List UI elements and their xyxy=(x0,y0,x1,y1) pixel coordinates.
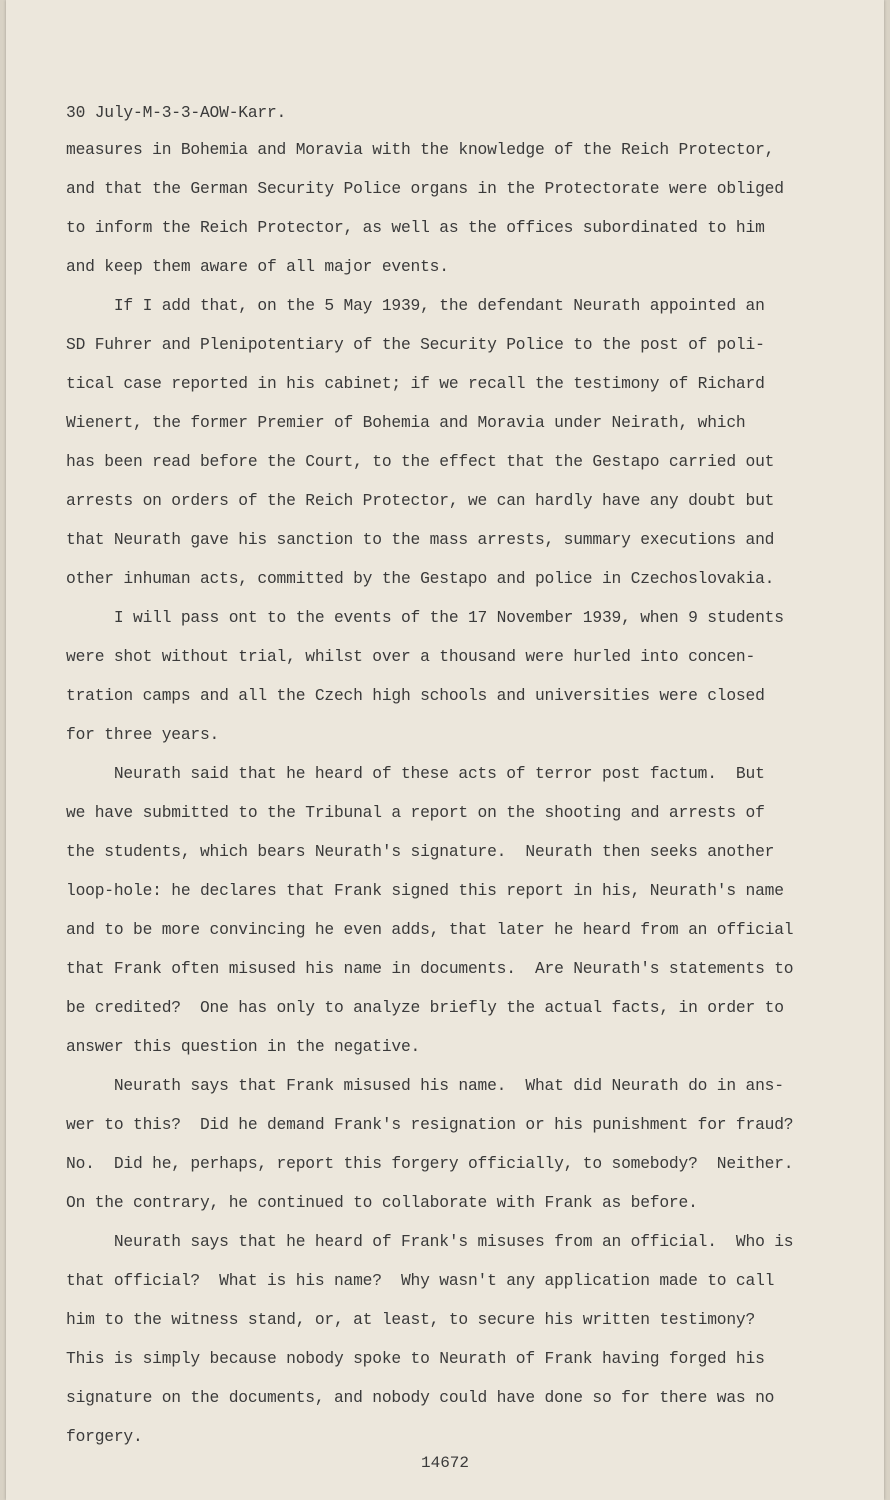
text-line: for three years. xyxy=(66,725,220,744)
text-line: loop-hole: he declares that Frank signed this report in his, Neurath's name xyxy=(66,881,784,900)
text-line: If I add that, on the 5 May 1939, the defendant Neurath appointed an xyxy=(66,296,765,315)
paragraph-1 xyxy=(66,130,826,286)
text-line: forgery. xyxy=(66,1427,143,1446)
paragraph-6 xyxy=(66,1222,826,1456)
text-line: This is simply because nobody spoke to Neurath of Frank having forged his xyxy=(66,1349,765,1368)
text-line: and keep them aware of all major events. xyxy=(66,257,449,276)
paragraph-3 xyxy=(66,598,826,754)
text-line: tical case reported in his cabinet; if we recall the testimony of Richard xyxy=(66,374,765,393)
document-page xyxy=(6,0,884,1500)
text-line: Neurath said that he heard of these acts of terror post factum. But xyxy=(66,764,765,783)
text-line: we have submitted to the Tribunal a report on the shooting and arrests of xyxy=(66,803,765,822)
text-line: be credited? One has only to analyze briefly the actual facts, in order to xyxy=(66,998,784,1017)
text-line: I will pass ont to the events of the 17 November 1939, when 9 students xyxy=(66,608,784,627)
text-line: that Neurath gave his sanction to the mass arrests, summary executions and xyxy=(66,530,775,549)
page-number: 14672 xyxy=(420,1454,469,1472)
text-line: arrests on orders of the Reich Protector, we can hardly have any doubt but xyxy=(66,491,775,510)
typed-text-block xyxy=(66,96,826,1456)
text-line: measures in Bohemia and Moravia with the knowledge of the Reich Protector, xyxy=(66,140,775,159)
paragraph-5 xyxy=(66,1066,826,1222)
text-line: answer this question in the negative. xyxy=(66,1037,421,1056)
text-line: that official? What is his name? Why wasn't any application made to call xyxy=(66,1271,775,1290)
text-line: signature on the documents, and nobody could have done so for there was no xyxy=(66,1388,775,1407)
text-line: and to be more convincing he even adds, that later he heard from an official xyxy=(66,920,794,939)
text-line: Wienert, the former Premier of Bohemia and Moravia under Neirath, which xyxy=(66,413,746,432)
paragraph-4 xyxy=(66,754,826,1066)
text-line: has been read before the Court, to the effect that the Gestapo carried out xyxy=(66,452,775,471)
text-line: were shot without trial, whilst over a thousand were hurled into concen- xyxy=(66,647,756,666)
text-line: wer to this? Did he demand Frank's resignation or his punishment for fraud? xyxy=(66,1115,794,1134)
text-line: him to the witness stand, or, at least, to secure his written testimony? xyxy=(66,1310,756,1329)
document-reference-line: 30 July-M-3-3-AOW-Karr. xyxy=(66,103,287,122)
text-line: other inhuman acts, committed by the Gestapo and police in Czechoslovakia. xyxy=(66,569,775,588)
text-line: that Frank often misused his name in documents. Are Neurath's statements to xyxy=(66,959,794,978)
text-line: to inform the Reich Protector, as well as the offices subordinated to him xyxy=(66,218,765,237)
paragraph-2 xyxy=(66,286,826,598)
text-line: SD Fuhrer and Plenipotentiary of the Security Police to the post of poli- xyxy=(66,335,765,354)
text-line: the students, which bears Neurath's signature. Neurath then seeks another xyxy=(66,842,775,861)
text-line: Neurath says that he heard of Frank's misuses from an official. Who is xyxy=(66,1232,794,1251)
text-line: tration camps and all the Czech high schools and universities were closed xyxy=(66,686,765,705)
text-line: Neurath says that Frank misused his name. What did Neurath do in ans- xyxy=(66,1076,784,1095)
text-line: and that the German Security Police organs in the Protectorate were obliged xyxy=(66,179,784,198)
text-line: On the contrary, he continued to collaborate with Frank as before. xyxy=(66,1193,698,1212)
text-line: No. Did he, perhaps, report this forgery officially, to somebody? Neither. xyxy=(66,1154,794,1173)
